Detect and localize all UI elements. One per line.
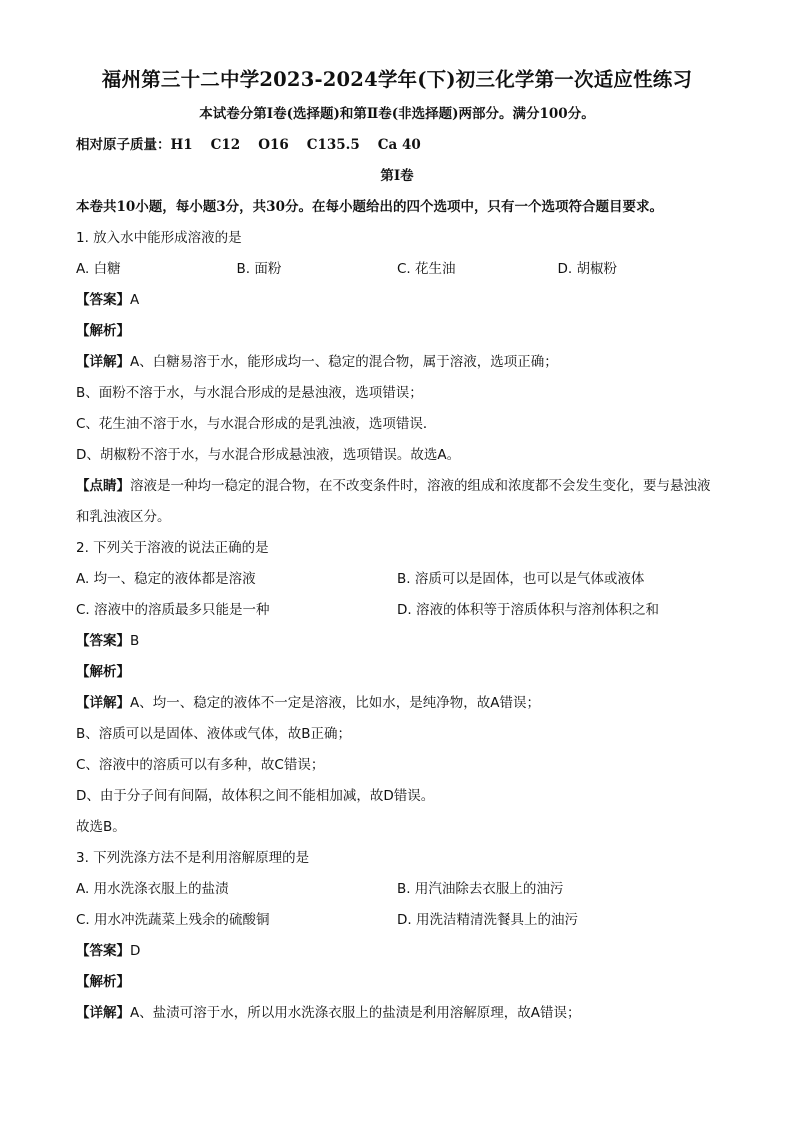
q1-comment xyxy=(76,471,718,533)
q1-option-a: A. 白糖 xyxy=(76,261,121,277)
detail-label: 【详解】 xyxy=(76,354,130,370)
atomic-masses-label: 相对原子质量： xyxy=(76,137,171,153)
atomic-mass-o: O16 xyxy=(258,137,289,153)
q2-detail-d: D、由于分子间有间隔，故体积之间不能相加减，故D错误。 xyxy=(76,788,435,804)
question-3-options-row2 xyxy=(76,905,718,936)
question-1-stem: 1. 放入水中能形成溶液的是 xyxy=(76,230,242,246)
question-2-stem: 2. 下列关于溶液的说法正确的是 xyxy=(76,540,269,556)
q2-conclusion: 故选B。 xyxy=(76,819,126,835)
question-1-options xyxy=(76,254,718,285)
q1-option-b: B. 面粉 xyxy=(236,261,282,277)
q3-detail-line xyxy=(76,998,718,1029)
q2-answer-value: B xyxy=(130,633,140,649)
detail-label: 【详解】 xyxy=(76,1005,130,1021)
detail-label: 【详解】 xyxy=(76,695,130,711)
q2-option-b: B. 溶质可以是固体，也可以是气体或液体 xyxy=(397,571,645,587)
atomic-mass-c: C12 xyxy=(210,137,241,153)
question-2-options-row2 xyxy=(76,595,718,626)
q2-option-a: A. 均一、稳定的液体都是溶液 xyxy=(76,571,256,587)
answer-label: 【答案】 xyxy=(76,292,130,308)
q3-option-d: D. 用洗洁精清洗餐具上的油污 xyxy=(397,912,578,928)
q2-answer xyxy=(76,626,718,657)
atomic-masses xyxy=(76,130,718,161)
q1-detail-d: D、胡椒粉不溶于水，与水混合形成悬浊液，选项错误。故选A。 xyxy=(76,447,461,463)
q3-option-b: B. 用汽油除去衣服上的油污 xyxy=(397,881,564,897)
atomic-mass-ca: Ca 40 xyxy=(377,137,421,153)
q2-option-d: D. 溶液的体积等于溶质体积与溶剂体积之和 xyxy=(397,602,659,618)
q2-detail-a: A、均一、稳定的液体不一定是溶液，比如水，是纯净物，故A错误； xyxy=(130,695,540,711)
section-intro: 本卷共10小题，每小题3分，共30分。在每小题给出的四个选项中，只有一个选项符合题目要求。 xyxy=(76,199,663,215)
q3-option-a: A. 用水洗涤衣服上的盐渍 xyxy=(76,881,229,897)
page-title: 福州第三十二中学2023-2024学年(下)初三化学第一次适应性练习 xyxy=(101,68,693,91)
q1-answer xyxy=(76,285,718,316)
exam-description: 本试卷分第Ⅰ卷(选择题)和第Ⅱ卷(非选择题)两部分。满分100分。 xyxy=(199,106,595,122)
q1-answer-value: A xyxy=(130,292,140,308)
q1-detail-line xyxy=(76,347,718,378)
q3-answer xyxy=(76,936,718,967)
q1-detail-c: C、花生油不溶于水，与水混合形成的是乳浊液，选项错误． xyxy=(76,416,437,432)
q3-option-c: C. 用水冲洗蔬菜上残余的硫酸铜 xyxy=(76,912,270,928)
q1-comment-text: 溶液是一种均一稳定的混合物，在不改变条件时，溶液的组成和浓度都不会发生变化，要与悬浊液和乳浊液区分。 xyxy=(76,478,711,525)
q2-detail-c: C、溶液中的溶质可以有多种，故C错误； xyxy=(76,757,325,773)
question-2-options-row1 xyxy=(76,564,718,595)
q3-detail-a: A、盐渍可溶于水，所以用水洗涤衣服上的盐渍是利用溶解原理，故A错误； xyxy=(130,1005,581,1021)
q1-detail-b: B、面粉不溶于水，与水混合形成的是悬浊液，选项错误； xyxy=(76,385,423,401)
atomic-mass-h: H1 xyxy=(170,137,193,153)
q1-analysis-label: 【解析】 xyxy=(76,323,130,339)
section-title: 第Ⅰ卷 xyxy=(380,168,414,184)
atomic-mass-cl: C135.5 xyxy=(306,137,360,153)
q2-detail-line xyxy=(76,688,718,719)
q2-option-c: C. 溶液中的溶质最多只能是一种 xyxy=(76,602,270,618)
question-3-options-row1 xyxy=(76,874,718,905)
answer-label: 【答案】 xyxy=(76,633,130,649)
answer-label: 【答案】 xyxy=(76,943,130,959)
q2-detail-b: B、溶质可以是固体、液体或气体，故B正确； xyxy=(76,726,352,742)
q3-analysis-label: 【解析】 xyxy=(76,974,130,990)
q2-analysis-label: 【解析】 xyxy=(76,664,130,680)
q1-detail-a: A、白糖易溶于水，能形成均一、稳定的混合物，属于溶液，选项正确； xyxy=(130,354,558,370)
q1-option-d: D. 胡椒粉 xyxy=(557,261,617,277)
q1-option-c: C. 花生油 xyxy=(397,261,456,277)
question-3-stem: 3. 下列洗涤方法不是利用溶解原理的是 xyxy=(76,850,310,866)
comment-label: 【点睛】 xyxy=(76,478,130,494)
q3-answer-value: D xyxy=(130,943,141,959)
